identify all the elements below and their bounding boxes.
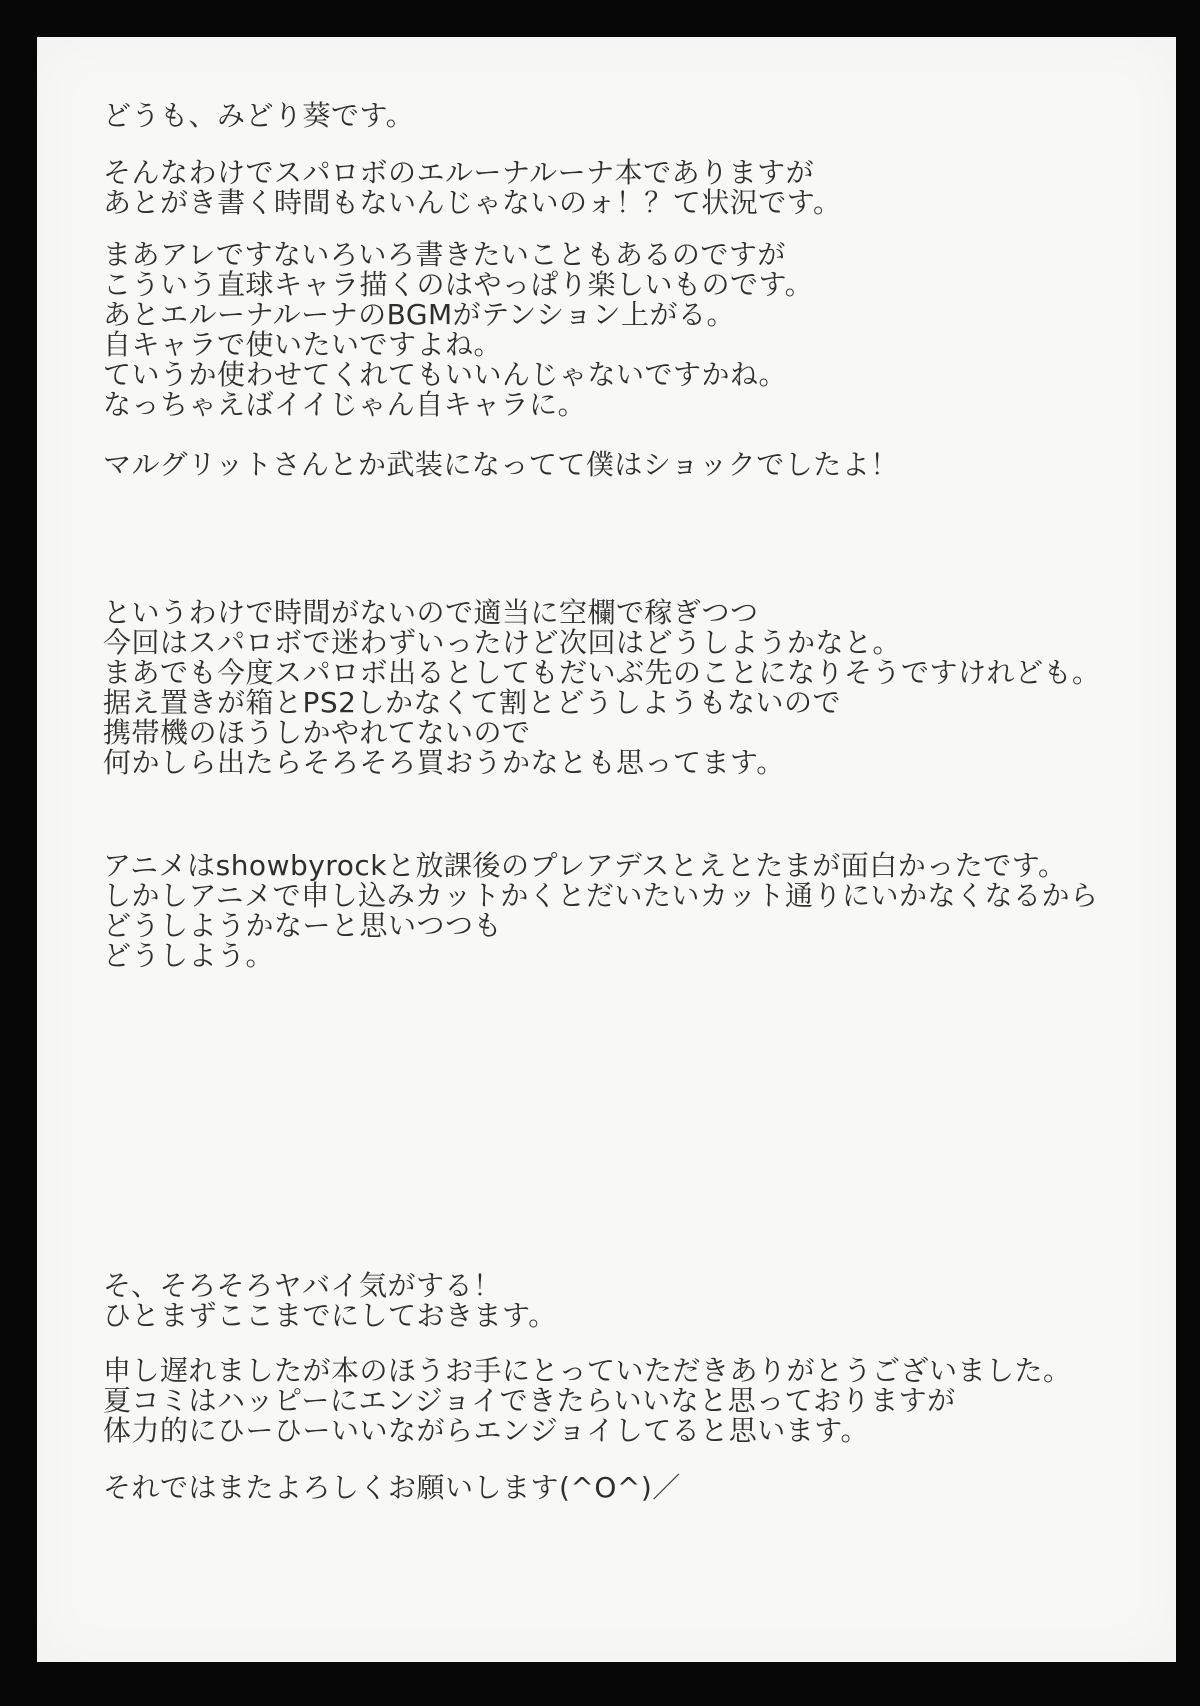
text-line: 今回はスパロボで迷わずいったけど次回はどうしようかなと。: [103, 626, 902, 659]
paragraph-intro: [103, 158, 1146, 218]
text-line: ひとまずここまでにしておきます。: [103, 1299, 557, 1332]
text-line: 夏コミはハッピーにエンジョイできたらいいなと思っておりますが: [103, 1384, 956, 1417]
text-line: あとエルーナルーナのBGMがテンション上がる。: [103, 298, 736, 331]
text-line: どうしようかなーと思いつつも: [103, 909, 503, 942]
text-line: なっちゃえばイイじゃん自キャラに。: [103, 388, 587, 421]
text-line: 体力的にひーひーいいながらエンジョイしてると思います。: [103, 1414, 870, 1447]
paper-page: [37, 37, 1176, 1662]
text-line: そんなわけでスパロボのエルーナルーナ本でありますが: [103, 156, 815, 189]
paragraph-farewell: [103, 1473, 1146, 1503]
paragraph-greeting: [103, 101, 1146, 131]
paragraph-next-book-plans: [103, 598, 1146, 778]
paragraph-character-talk: [103, 240, 1146, 420]
text-line: というわけで時間がないので適当に空欄で稼ぎつつ: [103, 596, 759, 629]
text-line: 据え置きが箱とPS2しかなくて割とどうしようもないので: [103, 686, 841, 719]
text-line: 携帯機のほうしかやれてないので: [103, 716, 531, 749]
text-line: それではまたよろしくお願いします(^O^)／: [103, 1471, 681, 1504]
text-line: アニメはshowbyrockと放課後のプレアデスとえとたまが面白かったです。: [103, 849, 1067, 882]
text-line: 申し遅れましたが本のほうお手にとっていただきありがとうございました。: [103, 1354, 1072, 1387]
text-line: 何かしら出たらそろそろ買おうかなとも思ってます。: [103, 746, 785, 779]
text-line: まあアレですないろいろ書きたいこともあるのですが: [103, 238, 786, 271]
text-line: どうも、みどり葵です。: [103, 99, 415, 132]
paragraph-wrapping-up: [103, 1271, 1146, 1331]
paragraph-anime-talk: [103, 851, 1146, 971]
text-line: どうしよう。: [103, 939, 275, 972]
paragraph-thanks: [103, 1356, 1146, 1446]
text-line: まあでも今度スパロボ出るとしてもだいぶ先のことになりそうですけれども。: [103, 656, 1101, 689]
text-line: しかしアニメで申し込みカットかくとだいたいカット通りにいかなくなるから: [103, 879, 1099, 912]
text-line: マルグリットさんとか武装になってて僕はショックでしたよ！: [103, 448, 899, 481]
paragraph-margriet-shock: [103, 450, 1146, 480]
text-line: あとがき書く時間もないんじゃないのォ！？て状況です。: [103, 186, 842, 219]
text-line: そ、そろそろヤバイ気がする！: [103, 1269, 502, 1302]
text-line: ていうか使わせてくれてもいいんじゃないですかね。: [103, 358, 788, 391]
text-line: 自キャラで使いたいですよね。: [103, 328, 503, 361]
text-line: こういう直球キャラ描くのはやっぱり楽しいものです。: [103, 268, 814, 301]
